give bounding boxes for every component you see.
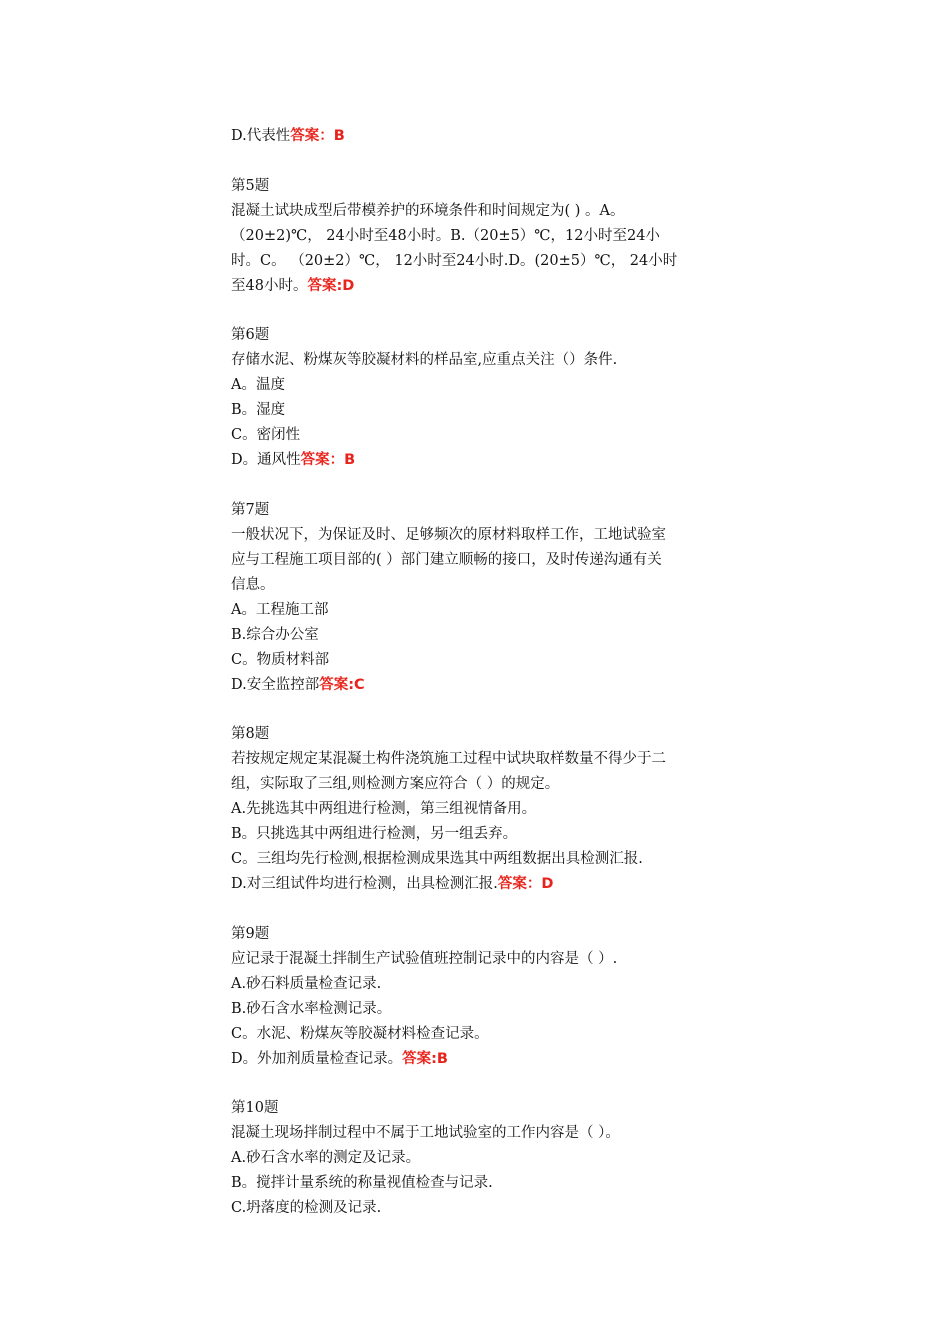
question-title: 第9题 xyxy=(231,925,270,942)
question-stem-line: 一般状况下，为保证及时、足够频次的原材料取样工作，工地试验室 xyxy=(231,526,666,543)
option-line: B.砂石含水率检测记录。 xyxy=(231,1000,392,1017)
option-line xyxy=(231,448,721,473)
question-stem-line: 若按规定规定某混凝土构件浇筑施工过程中试块取样数量不得少于二 xyxy=(231,751,666,767)
answer-label: 答案:C xyxy=(319,676,365,693)
question-stem: 混凝土现场拌制过程中不属于工地试验室的工作内容是（ ）。 xyxy=(231,1125,620,1141)
option-text: D.安全监控部 xyxy=(231,676,320,693)
option-line: A.先挑选其中两组进行检测，第三组视情备用。 xyxy=(231,801,537,817)
option-text: D.对三组试件均进行检测，出具检测汇报. xyxy=(231,876,498,892)
option-line: B.综合办公室 xyxy=(231,626,319,643)
answer-label: 答案:B xyxy=(402,1050,448,1067)
question-stem-line: （20±2)℃， 24小时至48小时。B.（20±5）℃，12小时至24小 xyxy=(231,227,660,244)
option-line: A。工程施工部 xyxy=(231,601,329,618)
question-stem-line: 组，实际取了三组,则检测方案应符合（ ）的规定。 xyxy=(231,776,560,792)
question-title: 第10题 xyxy=(231,1100,279,1116)
option-line: C。三组均先行检测,根据检测成果选其中两组数据出具检测汇报. xyxy=(231,851,643,867)
option-line: C.坍落度的检测及记录. xyxy=(231,1200,382,1216)
option-line xyxy=(231,124,721,149)
answer-label: 答案:D xyxy=(307,277,355,294)
answer-label: 答案：D xyxy=(497,876,554,892)
spacer xyxy=(231,698,721,723)
option-line xyxy=(231,872,721,897)
question-stem-line: 时。C。 （20±2）℃， 12小时至24小时.D。(20±5）℃， 24小时 xyxy=(231,252,678,269)
question-stem: 存储水泥、粉煤灰等胶凝材料的样品室,应重点关注（）条件. xyxy=(231,352,618,368)
option-line: C。水泥、粉煤灰等胶凝材料检查记录。 xyxy=(231,1025,489,1042)
spacer xyxy=(231,299,721,324)
question-stem-line xyxy=(231,274,721,299)
option-line: A.砂石料质量检查记录. xyxy=(231,975,382,992)
question-stem-line: 信息。 xyxy=(231,576,275,593)
answer-label: 答案：B xyxy=(290,128,345,144)
spacer xyxy=(231,897,721,922)
option-text: D。外加剂质量检查记录。 xyxy=(231,1050,403,1067)
stem-text: 至48小时。 xyxy=(231,277,308,294)
document-page xyxy=(231,124,721,1221)
question-stem-line: 应与工程施工项目部的( ）部门建立顺畅的接口，及时传递沟通有关 xyxy=(231,551,662,568)
answer-label: 答案：B xyxy=(300,452,356,468)
question-title: 第7题 xyxy=(231,501,270,518)
spacer xyxy=(231,149,721,174)
spacer xyxy=(231,1072,721,1097)
question-stem-line: 混凝土试块成型后带模养护的环境条件和时间规定为( ) 。A。 xyxy=(231,202,625,219)
spacer xyxy=(231,473,721,498)
option-line xyxy=(231,673,721,698)
option-line: B。只挑选其中两组进行检测，另一组丢弃。 xyxy=(231,826,518,842)
question-title: 第8题 xyxy=(231,726,270,742)
question-stem: 应记录于混凝土拌制生产试验值班控制记录中的内容是（ ）. xyxy=(231,950,618,967)
option-line: A。温度 xyxy=(231,377,285,393)
option-line: B。湿度 xyxy=(231,402,286,418)
question-title: 第6题 xyxy=(231,327,270,343)
option-line: C。密闭性 xyxy=(231,427,301,443)
option-text: D.代表性 xyxy=(231,128,291,144)
option-text: D。通风性 xyxy=(231,452,301,468)
question-title: 第5题 xyxy=(231,177,270,194)
option-line: B。搅拌计量系统的称量视值检查与记录. xyxy=(231,1175,493,1191)
option-line xyxy=(231,1047,721,1072)
option-line: C。物质材料部 xyxy=(231,651,330,668)
option-line: A.砂石含水率的测定及记录。 xyxy=(231,1150,421,1166)
